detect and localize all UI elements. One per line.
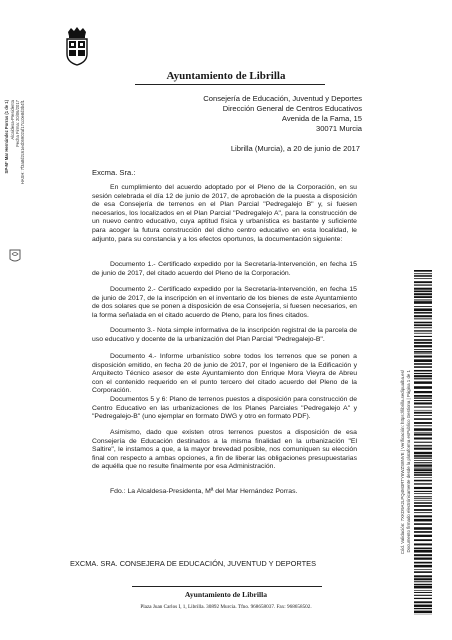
document-text: Informe urbanístico sobre todos los terrenos que se ponen a disposición emitido, en fecha 20 de junio de 2017, por el Ingeniero de la Edificación y Arquitecto Técnico asesor de este Ayuntamiento don Enrique Mora Vieyra de Abreu con el contenido requerido en el punto tercero del citado acuerdo del Pleno de la Corporación. (92, 353, 357, 395)
signer-name: SP-Mª Mar Hernández Porras (1 de 1) (4, 100, 9, 174)
footer-recipient: EXCMA. SRA. CONSEJERA DE EDUCACIÓN, JUVENTUD Y DEPORTES (70, 559, 316, 568)
signature-seal-icon (8, 248, 22, 264)
body-paragraph: En cumplimiento del acuerdo adoptado por el Pleno de la Corporación, en su sesión celebrada el día 12 de junio de 2017, de aprobación de la puesta a disposición de esa Consejería de terrenos en el Plan Parcial "Pedregalejo B" y, si fuesen necesarios, los localizados en el Plan Parcial "Pedregalejo A", para la construcción de un nuevo centro educativo, cuya aptitud física y urbanística es bastante y suficiente para acoger la futura construcción del dicho centro educativo en esta localidad, le adjunto, para su constancia y a los efectos oportunos, la documentación siguiente: (92, 184, 357, 243)
document-text: Nota simple informativa de la inscripción registral de la parcela de uso educativo y docente de la urbanización del Plan Parcial "Pedregalejo-B". (92, 327, 357, 343)
signature-margin (2, 100, 28, 320)
footer-divider (132, 586, 322, 587)
document-text: Plano de terrenos puestos a disposición para construcción de Centro Educativo en las urbanizaciones de los Planes Parciales "Pedregalejo A" y "Pedregalejo-B" (uno ejemplar en formato DWG y otro en formato PDF). (92, 396, 357, 421)
body-paragraph (92, 353, 357, 396)
recipient-address (203, 94, 362, 134)
recipient-line: Consejería de Educación, Juventud y Deportes (203, 94, 362, 103)
body-paragraph (92, 327, 357, 344)
header-divider (135, 84, 325, 85)
signer-role: Alcaldesa-Presidenta (10, 100, 15, 140)
body-paragraph: Asimismo, dado que existen otros terrenos puestos a disposición de esa Consejería de Educación destinados a la misma finalidad en la urbanización "El Saltire", le instamos a que, a la mayor brevedad posible, nos comuniquen su elección final con respecto a ambas opciones, a fin de liberar las obligaciones presupuestarias de aquélla que no resulte finalmente por esa Administración. (92, 429, 357, 471)
recipient-line: Dirección General de Centros Educativos (222, 104, 362, 113)
signature-hash: HASH: 7f3a8d2c61e4b5902af17cc0e8d3b4f1 (20, 100, 25, 185)
body-paragraph (92, 261, 357, 278)
recipient-line: Avenida de la Fama, 15 (281, 114, 362, 123)
footer-address: Plaza Juan Carlos I, 1, Librilla. 30892 Murcia. Tfno. 968658037. Fax: 968658502. (140, 604, 312, 610)
validation-code: Cód. Validación: 7XKD9A2LPQ4M3RTY6WZS8NVE | Verificación: https://librilla.sedipualba.es/ (400, 370, 405, 555)
organization-title: Ayuntamiento de Librilla (166, 70, 286, 82)
signature-date: Fecha Firma: 20/06/2017 (15, 100, 20, 147)
document-text: Certificado expedido por la Secretaría-Intervención, en fecha 15 de junio de 2017, del citado acuerdo del Pleno de la Corporación. (92, 261, 357, 277)
document-label: Documentos 5 y 6: (110, 396, 168, 403)
barcode-icon (414, 270, 432, 615)
signature-line: Fdo.: La Alcaldesa-Presidenta, Mª del Mar Hernández Porras. (110, 488, 298, 495)
salutation: Excma. Sra.: (92, 168, 136, 177)
document-label: Documento 4.- (110, 353, 157, 360)
footer-organization: Ayuntamiento de Librilla (184, 590, 268, 599)
document-label: Documento 2.- (110, 286, 156, 293)
document-text: Certificado expedido por la Secretaría-Intervención, en fecha 15 de junio de 2017, de la inscripción en el inventario de los bienes de este Ayuntamiento de dos solares que se ponen a disposición de esa Consejería, si fuesen necesarios, en la forma señalada en el citado acuerdo de Pleno, para los fines citados. (92, 286, 357, 319)
letter-date: Librilla (Murcia), a 20 de junio de 2017 (230, 144, 360, 153)
body-paragraph (92, 396, 357, 422)
validation-notice: Documento firmado electrónicamente desde la plataforma esPublico Gestiona | Página 1 de 1 (406, 370, 411, 553)
recipient-line: 30071 Murcia (315, 124, 362, 133)
document-label: Documento 3.- (110, 327, 155, 334)
body-paragraph (92, 286, 357, 320)
document-label: Documento 1.- (110, 261, 156, 268)
validation-margin (398, 270, 452, 620)
coat-of-arms-icon (62, 26, 92, 66)
